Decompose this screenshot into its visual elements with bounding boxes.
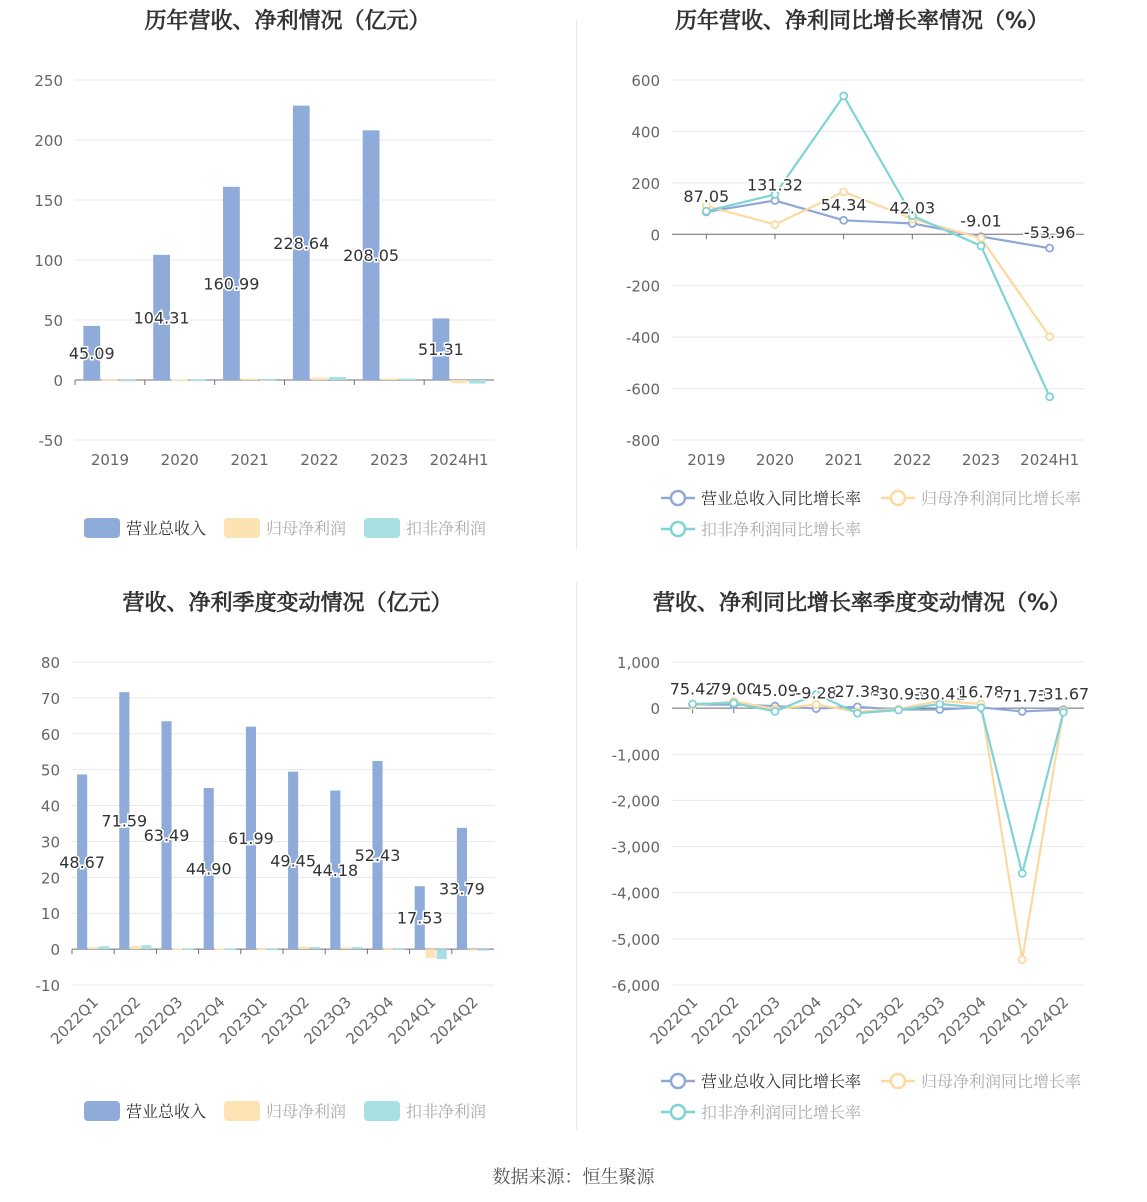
x-tick-label: 2024H1 — [1020, 451, 1080, 469]
annual-growth-panel — [577, 0, 1147, 560]
legend-label: 扣非净利润同比增长率 — [701, 520, 862, 539]
chart-title: 营收、净利同比增长率季度变动情况（%） — [652, 591, 1072, 616]
x-tick-label: 2022Q4 — [173, 993, 229, 1048]
data-label: 42.03 — [889, 198, 936, 218]
legend-label: 归母净利润同比增长率 — [921, 489, 1082, 508]
y-tick-label: 0 — [650, 226, 660, 245]
data-label: -71.73 — [996, 686, 1048, 706]
x-tick-label: 2020 — [755, 451, 795, 469]
data-label: 208.05 — [343, 246, 400, 266]
legend-marker — [671, 1105, 685, 1119]
data-label: 44.18 — [312, 860, 359, 880]
data-label: -9.28 — [795, 683, 837, 703]
y-tick-label: 600 — [631, 72, 660, 90]
y-tick-label: 70 — [40, 689, 60, 708]
x-tick-label: 2024H1 — [429, 451, 489, 469]
data-label: 33.79 — [439, 879, 485, 899]
bar-parent-profit — [468, 949, 478, 951]
legend-swatch — [364, 1101, 400, 1121]
legend-label: 归母净利润 — [266, 519, 347, 538]
legend-label: 扣非净利润 — [406, 1102, 487, 1121]
y-tick-label: 100 — [34, 252, 63, 270]
bar-deducted-profit — [469, 380, 486, 384]
data-point — [978, 704, 985, 711]
data-label: 54.34 — [820, 195, 867, 215]
y-tick-label: 50 — [43, 312, 63, 330]
annual-growth-chart — [577, 0, 1147, 560]
data-label: 61.99 — [228, 828, 274, 848]
legend-label: 营业总收入 — [126, 519, 207, 538]
quarterly-amounts-panel — [0, 580, 575, 1150]
x-tick-label: 2022Q1 — [47, 993, 102, 1048]
y-tick-label: -600 — [625, 380, 660, 399]
x-tick-label: 2023Q1 — [215, 993, 271, 1048]
x-tick-label: 2022Q4 — [770, 993, 826, 1048]
legend-label: 营业总收入 — [126, 1102, 207, 1121]
data-label: 17.53 — [396, 908, 443, 928]
y-tick-label: 80 — [40, 654, 60, 672]
data-point — [730, 700, 737, 707]
data-label: 104.31 — [133, 308, 190, 328]
legend-swatch — [364, 518, 400, 538]
bar-deducted-profit — [329, 377, 346, 380]
data-point — [703, 208, 710, 215]
bar-deducted-profit — [310, 947, 320, 949]
data-point — [1060, 709, 1067, 716]
x-tick-label: 2022Q3 — [729, 993, 784, 1048]
data-point — [772, 221, 779, 228]
y-tick-label: -4,000 — [611, 884, 660, 903]
bar-parent-profit — [341, 947, 351, 949]
bar-parent-profit — [172, 948, 182, 950]
data-label: 27.38 — [834, 681, 881, 701]
data-point — [1019, 708, 1026, 715]
x-tick-label: 2020 — [160, 451, 199, 469]
legend-swatch — [224, 1101, 260, 1121]
data-label: -30.41 — [914, 684, 966, 704]
bar-deducted-profit — [268, 949, 278, 951]
bar-parent-profit — [257, 949, 267, 951]
bar-deducted-profit — [190, 380, 207, 382]
bar-parent-profit — [215, 948, 225, 950]
legend-label: 营业总收入同比增长率 — [701, 489, 862, 508]
x-tick-label: 2019 — [90, 451, 130, 469]
legend-marker — [671, 522, 685, 536]
x-tick-label: 2022Q2 — [89, 993, 145, 1048]
x-tick-label: 2021 — [824, 451, 863, 469]
y-tick-label: -50 — [38, 432, 63, 450]
bar-deducted-profit — [479, 949, 489, 951]
y-tick-label: 400 — [631, 123, 660, 142]
data-point — [1046, 333, 1053, 340]
x-tick-label: 2022Q3 — [131, 993, 187, 1048]
data-label: 131.32 — [747, 175, 803, 195]
x-tick-label: 2024Q2 — [426, 993, 482, 1048]
data-point — [840, 217, 847, 224]
quarterly-growth-chart — [577, 580, 1147, 1150]
chart-title: 历年营收、净利同比增长率情况（%） — [674, 9, 1050, 34]
legend-label: 扣非净利润同比增长率 — [701, 1103, 862, 1122]
x-tick-label: 2024Q1 — [976, 993, 1032, 1048]
x-tick-label: 2022Q2 — [687, 993, 743, 1048]
data-label: 52.43 — [354, 846, 401, 866]
quarterly-growth-panel — [577, 580, 1147, 1150]
annual-amounts-chart — [0, 0, 575, 560]
data-source: 数据来源：恒生聚源 — [492, 1167, 655, 1188]
data-label: -9.01 — [960, 211, 1002, 231]
bar-parent-profit — [299, 947, 309, 950]
legend-label: 扣非净利润 — [406, 519, 487, 538]
y-tick-label: -5,000 — [611, 930, 660, 949]
y-tick-label: 0 — [650, 700, 660, 719]
bar-parent-profit — [426, 949, 436, 958]
data-label: -53.96 — [1023, 223, 1076, 243]
x-tick-label: 2022Q1 — [646, 993, 702, 1048]
y-tick-label: 0 — [50, 941, 60, 960]
data-point — [840, 188, 847, 195]
data-label: 45.09 — [68, 343, 115, 363]
data-point — [772, 708, 779, 715]
data-point — [854, 710, 861, 717]
chart-title: 营收、净利季度变动情况（亿元） — [122, 591, 453, 616]
y-tick-label: -6,000 — [611, 977, 660, 995]
y-tick-label: 200 — [34, 132, 63, 150]
data-point — [1019, 956, 1026, 963]
bar-deducted-profit — [141, 945, 151, 949]
legend-label: 归母净利润同比增长率 — [921, 1072, 1082, 1091]
data-point — [840, 92, 847, 99]
data-label: 71.59 — [101, 811, 148, 831]
bar-parent-profit — [130, 946, 140, 949]
data-label: 79.00 — [710, 679, 757, 699]
legend-swatch — [84, 1101, 120, 1121]
series-line-deducted-profit — [706, 96, 1049, 397]
y-tick-label: -3,000 — [611, 838, 660, 857]
bar-parent-profit — [383, 948, 393, 950]
chart-title: 历年营收、净利情况（亿元） — [144, 9, 431, 34]
data-point — [978, 235, 985, 242]
data-point — [689, 700, 696, 707]
data-label: 51.31 — [418, 340, 464, 360]
x-tick-label: 2023Q4 — [342, 993, 398, 1048]
bar-parent-profit — [171, 380, 188, 382]
y-tick-label: 20 — [40, 869, 60, 888]
data-label: 160.99 — [203, 274, 260, 294]
y-tick-label: -2,000 — [611, 792, 660, 811]
y-tick-label: 30 — [40, 833, 60, 852]
data-label: 44.90 — [185, 859, 232, 879]
legend-label: 营业总收入同比增长率 — [701, 1072, 862, 1091]
data-point — [978, 242, 985, 249]
x-tick-label: 2023Q3 — [300, 993, 356, 1048]
quarterly-amounts-chart — [0, 580, 575, 1150]
x-tick-label: 2023Q4 — [935, 993, 990, 1048]
y-tick-label: 40 — [40, 797, 60, 816]
series-line-parent-profit — [693, 701, 1064, 960]
y-tick-label: 200 — [631, 174, 660, 193]
bar-deducted-profit — [226, 948, 236, 950]
bar-deducted-profit — [99, 946, 109, 949]
y-tick-label: 1,000 — [617, 654, 660, 672]
legend-label: 归母净利润 — [266, 1102, 347, 1121]
x-tick-label: 2023Q2 — [852, 993, 908, 1048]
data-point — [895, 706, 902, 713]
bar-deducted-profit — [352, 947, 362, 949]
y-tick-label: -1,000 — [611, 746, 660, 765]
data-label: 48.67 — [59, 852, 106, 872]
bar-deducted-profit — [399, 379, 416, 381]
data-label: 63.49 — [143, 826, 190, 846]
x-tick-label: 2024Q2 — [1017, 993, 1073, 1048]
bar-parent-profit — [241, 379, 258, 381]
y-tick-label: -800 — [625, 432, 660, 450]
y-tick-label: 0 — [53, 372, 63, 390]
x-tick-label: 2021 — [230, 451, 269, 469]
data-label: 75.42 — [669, 679, 716, 699]
legend-swatch — [224, 518, 260, 538]
legend-marker — [891, 1074, 905, 1088]
y-tick-label: -400 — [625, 329, 660, 348]
bar-parent-profit — [102, 380, 119, 382]
x-tick-label: 2022 — [893, 451, 932, 469]
y-tick-label: 150 — [34, 192, 63, 210]
x-tick-label: 2023 — [370, 451, 409, 469]
data-label: -30.93 — [872, 684, 925, 704]
y-tick-label: 50 — [40, 761, 60, 780]
y-tick-label: -10 — [35, 977, 60, 995]
bar-deducted-profit — [437, 949, 447, 959]
data-point — [1046, 245, 1053, 252]
data-label: 87.05 — [683, 186, 730, 206]
annual-amounts-panel — [0, 0, 575, 560]
x-tick-label: 2024Q1 — [384, 993, 440, 1048]
bar-parent-profit — [451, 380, 468, 383]
y-tick-label: 250 — [34, 72, 63, 90]
data-label: 16.78 — [958, 682, 1004, 702]
bar-deducted-profit — [120, 380, 137, 382]
legend-marker — [671, 1074, 685, 1088]
data-label: -31.67 — [1037, 684, 1090, 704]
bar-deducted-profit — [394, 948, 404, 950]
x-tick-label: 2023Q1 — [811, 993, 867, 1048]
legend-swatch — [84, 518, 120, 538]
bar-parent-profit — [381, 378, 398, 380]
x-tick-label: 2023Q2 — [258, 993, 313, 1048]
legend-marker — [891, 491, 905, 505]
bar-parent-profit — [311, 378, 328, 380]
data-label: 49.45 — [270, 851, 317, 871]
bar-parent-profit — [88, 947, 98, 949]
y-tick-label: 60 — [40, 725, 60, 744]
x-tick-label: 2023 — [961, 451, 1001, 469]
x-tick-label: 2022 — [300, 451, 339, 469]
y-tick-label: -200 — [625, 277, 660, 296]
data-label: 45.09 — [752, 681, 798, 701]
data-point — [1019, 870, 1026, 877]
x-tick-label: 2023Q3 — [893, 993, 949, 1048]
data-point — [1046, 393, 1053, 400]
bar-deducted-profit — [183, 948, 193, 950]
x-tick-label: 2019 — [687, 451, 726, 469]
legend-marker — [671, 491, 685, 505]
bar-deducted-profit — [259, 379, 276, 381]
data-label: 228.64 — [273, 233, 330, 253]
y-tick-label: 10 — [40, 905, 60, 924]
